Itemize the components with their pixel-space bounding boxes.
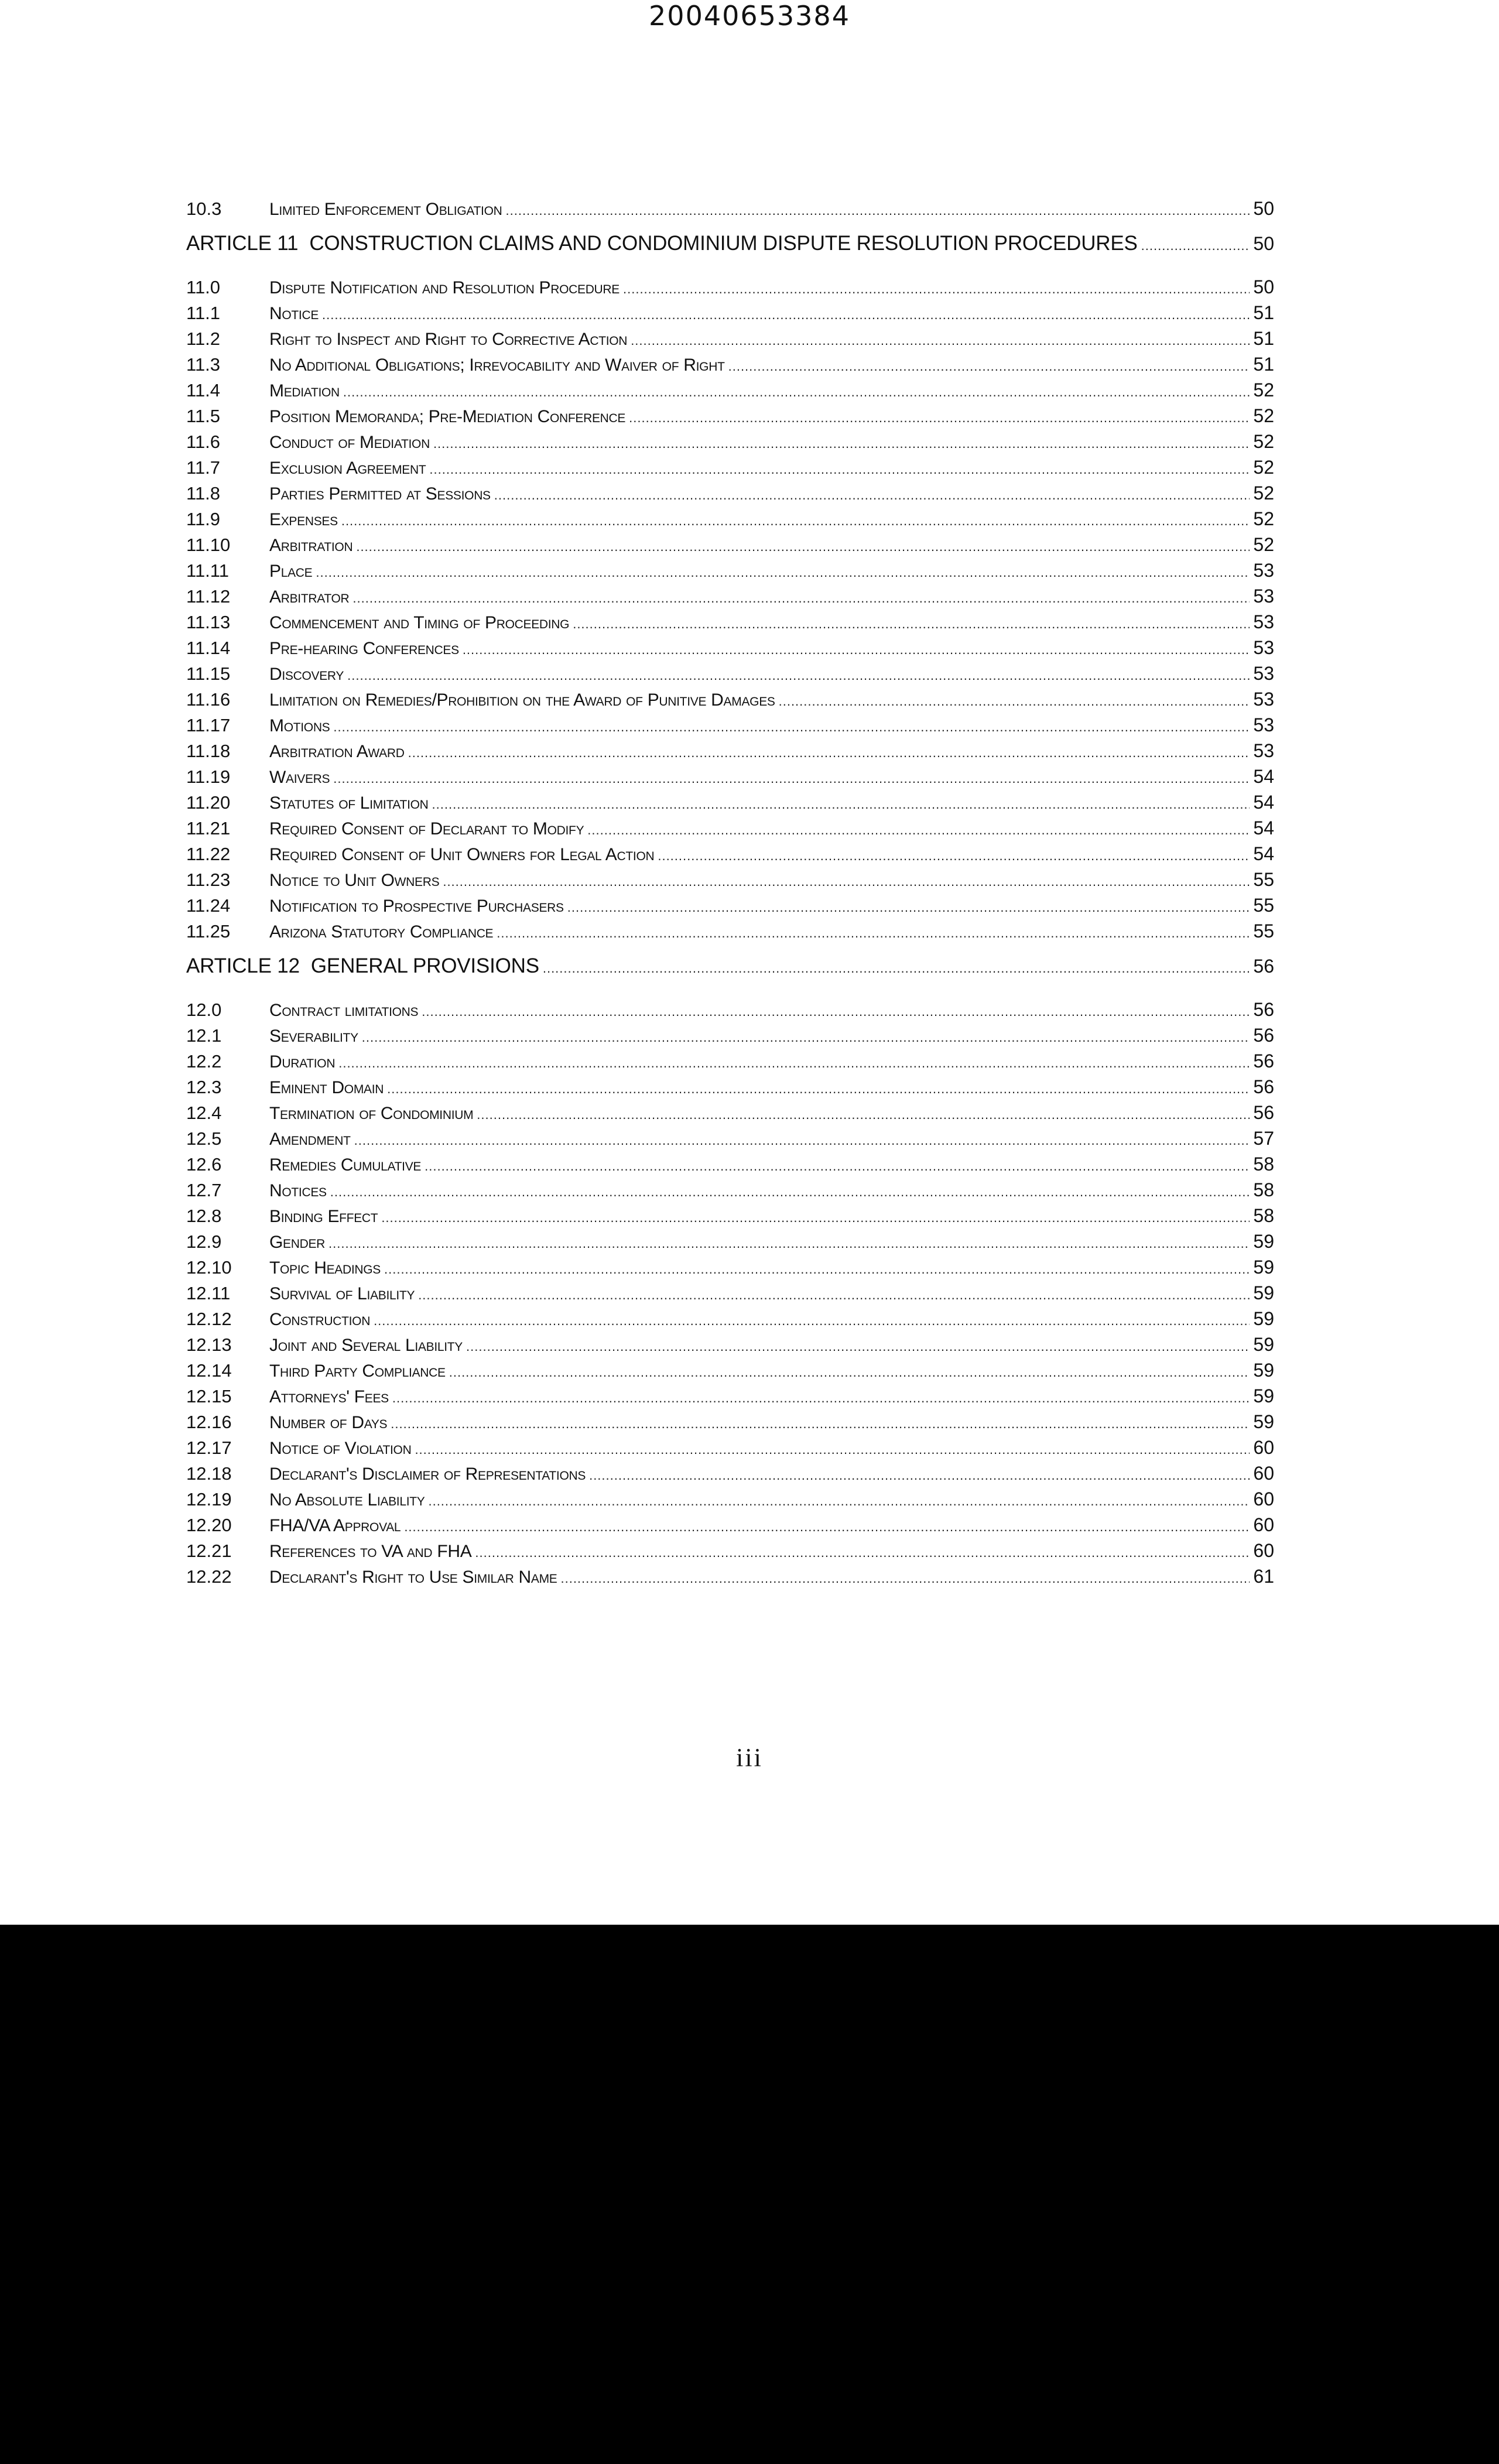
dot-leader [322, 307, 1250, 323]
toc-entry-number: 11.16 [186, 689, 231, 710]
document-number: 20040653384 [649, 0, 850, 32]
toc-entry [186, 740, 1274, 766]
toc-entry [186, 1076, 1274, 1102]
toc-entry-page: 56 [1253, 1025, 1274, 1046]
toc-entry-page: 60 [1253, 1488, 1274, 1510]
toc-entry [186, 534, 1274, 560]
toc-entry-title: Survival of Liability [269, 1284, 415, 1303]
article-12-name: GENERAL PROVISIONS [310, 954, 539, 977]
dot-leader [432, 797, 1250, 812]
toc-entry-number: 11.2 [186, 328, 221, 349]
toc-entry-number: 11.12 [186, 586, 231, 607]
toc-entry-page: 54 [1253, 843, 1274, 864]
dot-leader [415, 1442, 1250, 1457]
dot-leader [475, 1545, 1250, 1560]
toc-entry-page: 52 [1253, 431, 1274, 452]
toc-entry [186, 379, 1274, 405]
toc-entry-title: Contract limitations [269, 1001, 419, 1020]
toc-entry-page: 50 [1253, 276, 1274, 297]
toc-entry-number: 10.3 [186, 199, 222, 219]
toc-entry-number: 12.6 [186, 1154, 222, 1175]
toc-entry [186, 1205, 1274, 1231]
toc-entry [186, 1257, 1274, 1282]
toc-entry-page: 59 [1253, 1257, 1274, 1278]
toc-entry [186, 1463, 1274, 1488]
dot-leader [477, 1107, 1250, 1123]
toc-entry-number: 12.9 [186, 1231, 222, 1252]
toc-entry-page: 55 [1253, 869, 1274, 890]
toc-entry-number: 11.21 [186, 818, 231, 839]
toc-intro-list [186, 198, 1274, 224]
toc-entry-title: Arbitration Award [269, 742, 405, 761]
toc-entry [186, 431, 1274, 457]
dot-leader [623, 282, 1250, 297]
toc-entry [186, 1360, 1274, 1385]
toc-entry-title: Termination of Condominium [269, 1104, 474, 1123]
dot-leader [589, 1468, 1250, 1483]
dot-leader [316, 565, 1250, 580]
toc-entry-number: 11.22 [186, 844, 231, 864]
dot-leader [629, 410, 1250, 426]
toc-entry-title: Binding Effect [269, 1207, 378, 1226]
toc-entry-number: 12.1 [186, 1025, 222, 1046]
article-12-title [186, 954, 539, 978]
toc-entry-number: 12.19 [186, 1489, 232, 1510]
toc-entry-number: 12.20 [186, 1515, 232, 1535]
toc-entry [186, 457, 1274, 482]
toc-entry [186, 920, 1274, 946]
dot-leader [567, 900, 1250, 915]
toc-entry-title: Notices [269, 1181, 327, 1200]
toc-entry-title: Topic Headings [269, 1258, 381, 1278]
dot-leader [466, 1339, 1250, 1354]
toc-entry-number: 11.5 [186, 406, 221, 426]
toc-entry-page: 60 [1253, 1514, 1274, 1535]
toc-entry-number: 11.18 [186, 741, 231, 761]
toc-entry-page: 56 [1253, 1076, 1274, 1097]
toc-entry [186, 1566, 1274, 1592]
toc-entry-title: Declarant's Disclaimer of Representations [269, 1464, 586, 1484]
toc-entry-page: 53 [1253, 740, 1274, 761]
toc-entry [186, 663, 1274, 689]
toc-entry-title: Dispute Notification and Resolution Procedure [269, 278, 620, 297]
page-number: iii [736, 1743, 763, 1772]
toc-entry-number: 12.0 [186, 1000, 222, 1020]
toc-entry [186, 328, 1274, 354]
toc-entry-number: 12.11 [186, 1283, 231, 1303]
dot-leader [560, 1571, 1250, 1586]
toc-entry-title: Notification to Prospective Purchasers [269, 896, 564, 916]
toc-entry-number: 12.17 [186, 1438, 232, 1458]
toc-entry-page: 58 [1253, 1179, 1274, 1200]
dot-leader [422, 1004, 1250, 1019]
toc-entry-number: 12.10 [186, 1257, 232, 1278]
toc-entry-number: 12.22 [186, 1566, 232, 1587]
dot-leader [338, 1056, 1250, 1071]
toc-entry-number: 12.13 [186, 1334, 232, 1355]
dot-leader [443, 874, 1250, 889]
toc-entry-number: 12.2 [186, 1051, 222, 1072]
toc-entry [186, 689, 1274, 714]
toc-entry-number: 11.20 [186, 792, 231, 813]
toc-entry-number: 11.15 [186, 663, 231, 684]
toc-entry-page: 52 [1253, 482, 1274, 504]
toc-entry-number: 12.5 [186, 1128, 222, 1149]
toc-entry [186, 1437, 1274, 1463]
toc-entry-number: 11.9 [186, 509, 221, 529]
toc-entry-number: 11.14 [186, 638, 231, 658]
article-12-entries [186, 999, 1274, 1592]
toc-entry-title: Position Memoranda; Pre-Mediation Conference [269, 407, 626, 426]
toc-entry [186, 1282, 1274, 1308]
toc-entry-page: 52 [1253, 508, 1274, 529]
toc-entry-number: 12.14 [186, 1360, 232, 1381]
dot-leader [381, 1210, 1250, 1226]
toc-entry-title: Arizona Statutory Compliance [269, 922, 494, 942]
dot-leader [347, 668, 1250, 683]
toc-entry [186, 1128, 1274, 1154]
toc-entry [186, 637, 1274, 663]
toc-entry-title: Motions [269, 716, 330, 735]
toc-entry-title: Waivers [269, 768, 330, 787]
dot-leader [391, 1416, 1250, 1432]
toc-entry-title: Mediation [269, 381, 340, 401]
toc-entry-title: Eminent Domain [269, 1078, 384, 1097]
toc-entry-title: Notice [269, 304, 319, 323]
dot-leader [374, 1313, 1250, 1329]
toc-entry-title: No Additional Obligations; Irrevocability and Waiver of Right [269, 355, 725, 375]
toc-entry [186, 1154, 1274, 1179]
toc-entry [186, 817, 1274, 843]
dot-leader [333, 720, 1250, 735]
toc-entry-title: Exclusion Agreement [269, 458, 426, 478]
toc-entry-number: 12.7 [186, 1180, 222, 1200]
dot-leader [494, 488, 1250, 503]
dot-leader [356, 539, 1250, 555]
toc-entry-title: Notice to Unit Owners [269, 871, 440, 890]
dot-leader [418, 1288, 1250, 1303]
toc-entry [186, 198, 1274, 224]
toc-entry-page: 56 [1253, 999, 1274, 1020]
toc-entry-number: 12.3 [186, 1077, 222, 1097]
toc-entry-page: 55 [1253, 920, 1274, 942]
article-11-page: 50 [1253, 233, 1274, 254]
toc-entry-page: 54 [1253, 766, 1274, 787]
toc-entry-page: 52 [1253, 457, 1274, 478]
dot-leader [497, 926, 1250, 941]
toc-entry-page: 57 [1253, 1128, 1274, 1149]
toc-entry [186, 714, 1274, 740]
dot-leader [408, 745, 1250, 761]
toc-entry-title: Construction [269, 1310, 371, 1329]
toc-entry-page: 54 [1253, 792, 1274, 813]
dot-leader [330, 1185, 1250, 1200]
dot-leader [428, 1494, 1250, 1509]
toc-entry-title: Discovery [269, 665, 344, 684]
dot-leader [631, 333, 1250, 348]
toc-entry [186, 1540, 1274, 1566]
toc-entry-page: 51 [1253, 302, 1274, 323]
toc-entry-title: Right to Inspect and Right to Corrective Action [269, 330, 628, 349]
toc-entry-title: Conduct of Mediation [269, 433, 430, 452]
toc-entry [186, 869, 1274, 895]
toc-entry-number: 11.1 [186, 303, 221, 323]
toc-entry [186, 1025, 1274, 1050]
toc-entry-number: 11.19 [186, 766, 231, 787]
toc-entry-number: 11.13 [186, 612, 231, 632]
toc-entry-number: 11.7 [186, 457, 221, 478]
dot-leader [1141, 238, 1250, 254]
toc-entry-title: Severability [269, 1026, 358, 1046]
toc-entry-number: 11.4 [186, 380, 221, 401]
toc-entry [186, 1514, 1274, 1540]
toc-entry-title: Remedies Cumulative [269, 1155, 422, 1175]
toc-entry [186, 843, 1274, 869]
toc-entry-page: 51 [1253, 328, 1274, 349]
toc-entry-number: 11.0 [186, 277, 221, 297]
toc-entry-title: Third Party Compliance [269, 1361, 446, 1381]
toc-entry-number: 12.12 [186, 1309, 232, 1329]
toc-entry-page: 52 [1253, 405, 1274, 426]
toc-entry-page: 59 [1253, 1231, 1274, 1252]
toc-entry [186, 895, 1274, 920]
dot-leader [433, 436, 1250, 451]
toc-entry-title: Limited Enforcement Obligation [269, 200, 502, 219]
toc-entry-title: Notice of Violation [269, 1439, 412, 1458]
toc-entry-number: 12.4 [186, 1103, 222, 1123]
toc-entry [186, 1488, 1274, 1514]
toc-entry-number: 11.3 [186, 354, 221, 375]
toc-entry-page: 59 [1253, 1308, 1274, 1329]
toc-entry-title: Joint and Several Liability [269, 1336, 463, 1355]
toc-entry-title: Statutes of Limitation [269, 793, 429, 813]
article-11-label: ARTICLE 11 [186, 232, 299, 255]
toc-entry-title: Attorneys' Fees [269, 1387, 389, 1406]
toc-entry [186, 302, 1274, 328]
toc-entry [186, 354, 1274, 379]
toc-entry-number: 11.24 [186, 895, 231, 916]
toc-entry-number: 12.18 [186, 1463, 232, 1484]
dot-leader [343, 385, 1250, 400]
toc-entry-page: 58 [1253, 1205, 1274, 1226]
toc-entry [186, 482, 1274, 508]
article-12-page: 56 [1253, 956, 1274, 977]
toc-entry-page: 52 [1253, 379, 1274, 401]
toc-entry-page: 52 [1253, 534, 1274, 555]
toc-entry-page: 53 [1253, 586, 1274, 607]
toc-entry-page: 54 [1253, 817, 1274, 839]
toc-entry-number: 11.6 [186, 432, 221, 452]
dot-leader [352, 591, 1250, 606]
dot-leader [425, 1159, 1250, 1174]
article-12-label: ARTICLE 12 [186, 954, 300, 977]
toc-entry [186, 1050, 1274, 1076]
dot-leader [658, 848, 1250, 864]
dot-leader [333, 771, 1250, 786]
dot-leader [392, 1391, 1250, 1406]
toc-entry-page: 60 [1253, 1540, 1274, 1561]
toc-entry [186, 586, 1274, 611]
toc-entry-title: Gender [269, 1233, 326, 1252]
dot-leader [728, 359, 1250, 374]
dot-leader [341, 514, 1250, 529]
toc-entry-number: 11.17 [186, 715, 231, 735]
toc-entry-page: 53 [1253, 611, 1274, 632]
toc-entry-number: 11.25 [186, 921, 231, 942]
dot-leader [387, 1082, 1250, 1097]
dot-leader [362, 1030, 1250, 1045]
toc-entry [186, 560, 1274, 586]
toc-entry [186, 766, 1274, 792]
toc-entry [186, 999, 1274, 1025]
dot-leader [463, 642, 1250, 658]
toc-entry-page: 50 [1253, 198, 1274, 219]
toc-entry-title: Commencement and Timing of Proceeding [269, 613, 570, 632]
toc-entry-page: 59 [1253, 1411, 1274, 1432]
toc-entry [186, 1179, 1274, 1205]
toc-entry-title: Parties Permitted at Sessions [269, 484, 491, 504]
toc-entry-page: 59 [1253, 1282, 1274, 1303]
toc-entry-page: 60 [1253, 1437, 1274, 1458]
article-12-heading [186, 954, 1274, 986]
toc-entry-title: Pre-hearing Conferences [269, 639, 459, 658]
toc-entry-title: Expenses [269, 510, 338, 529]
toc-entry-page: 56 [1253, 1102, 1274, 1123]
toc-entry-page: 53 [1253, 689, 1274, 710]
dot-leader [384, 1262, 1250, 1277]
toc-entry-page: 59 [1253, 1360, 1274, 1381]
toc-entry [186, 1385, 1274, 1411]
article-11-heading [186, 232, 1274, 263]
toc-entry-page: 55 [1253, 895, 1274, 916]
toc-entry-title: FHA/VA Approval [269, 1516, 401, 1535]
toc-entry-page: 60 [1253, 1463, 1274, 1484]
dot-leader [429, 462, 1250, 477]
toc-entry-page: 53 [1253, 714, 1274, 735]
toc-entry [186, 792, 1274, 817]
toc-entry-number: 11.23 [186, 870, 231, 890]
toc-entry [186, 1308, 1274, 1334]
toc-entry-title: Arbitration [269, 536, 353, 555]
toc-entry [186, 508, 1274, 534]
dot-leader [328, 1236, 1250, 1251]
toc-entry-title: Required Consent of Declarant to Modify [269, 819, 584, 839]
toc-entry-title: Amendment [269, 1130, 351, 1149]
dot-leader [587, 823, 1250, 838]
toc-entry-page: 53 [1253, 637, 1274, 658]
toc-entry-title: Number of Days [269, 1413, 388, 1432]
toc-entry [186, 1334, 1274, 1360]
dot-leader [573, 617, 1250, 632]
toc-entry-page: 59 [1253, 1334, 1274, 1355]
toc-entry-page: 58 [1253, 1154, 1274, 1175]
toc-entry-page: 56 [1253, 1050, 1274, 1072]
article-11-title [186, 232, 1138, 255]
dot-leader [449, 1365, 1250, 1380]
toc-entry-title: Place [269, 562, 313, 581]
toc-entry-title: Required Consent of Unit Owners for Legal Action [269, 845, 655, 864]
toc-entry-number: 12.15 [186, 1386, 232, 1406]
dot-leader [543, 961, 1250, 976]
toc-entry [186, 276, 1274, 302]
toc-entry-number: 11.10 [186, 535, 231, 555]
toc-entry [186, 1102, 1274, 1128]
dot-leader [404, 1520, 1250, 1535]
toc-entry-number: 12.16 [186, 1412, 232, 1432]
toc-entry [186, 1231, 1274, 1257]
toc-entry-page: 59 [1253, 1385, 1274, 1406]
toc-entry-number: 12.21 [186, 1541, 232, 1561]
dot-leader [506, 203, 1250, 218]
toc-entry-page: 53 [1253, 663, 1274, 684]
toc-entry-number: 11.11 [186, 560, 229, 581]
toc-entry-title: Duration [269, 1052, 336, 1072]
toc-entry-title: Declarant's Right to Use Similar Name [269, 1568, 557, 1587]
toc-entry-page: 53 [1253, 560, 1274, 581]
toc-entry-page: 61 [1253, 1566, 1274, 1587]
toc-entry-title: No Absolute Liability [269, 1490, 425, 1510]
dot-leader [779, 694, 1250, 709]
toc-entry-number: 11.8 [186, 483, 221, 504]
toc-entry [186, 405, 1274, 431]
toc-entry [186, 611, 1274, 637]
article-11-name: CONSTRUCTION CLAIMS AND CONDOMINIUM DISPUTE RESOLUTION PROCEDURES [309, 232, 1138, 255]
toc-entry-title: Arbitrator [269, 587, 350, 607]
toc-entry [186, 1411, 1274, 1437]
toc-entry-title: References to VA and FHA [269, 1542, 472, 1561]
toc-entry-number: 12.8 [186, 1206, 222, 1226]
table-of-contents [186, 198, 1274, 1592]
dot-leader [354, 1133, 1250, 1148]
toc-entry-title: Limitation on Remedies/Prohibition on the Award of Punitive Damages [269, 690, 775, 710]
article-11-entries [186, 276, 1274, 946]
toc-entry-page: 51 [1253, 354, 1274, 375]
